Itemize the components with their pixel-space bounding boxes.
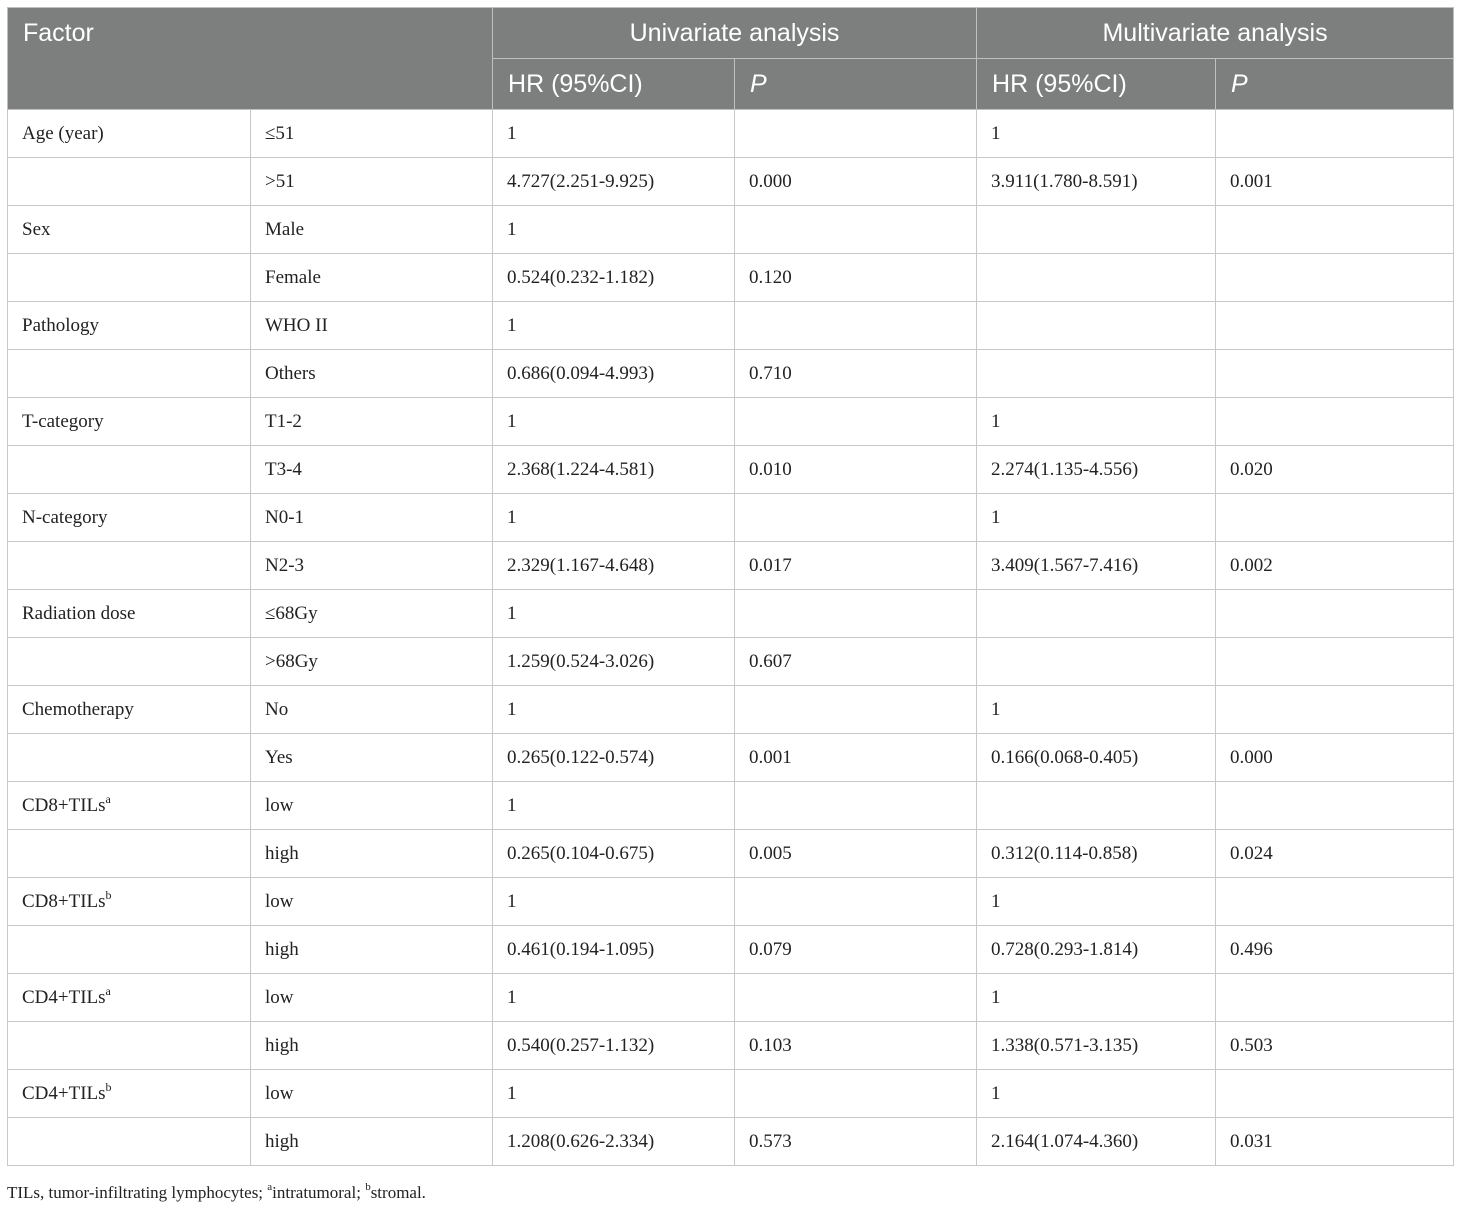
multivariate-p-header: P	[1216, 59, 1454, 110]
level-cell-text: high	[265, 938, 299, 960]
multivariate-hr-cell-text: 2.164(1.074-4.360)	[991, 1130, 1139, 1152]
univariate-p-cell	[735, 110, 977, 158]
multivariate-hr-cell	[977, 494, 1216, 542]
univariate-p-cell-text: 0.573	[749, 1130, 792, 1152]
factor-cell	[8, 830, 251, 878]
factor-cell	[8, 350, 251, 398]
univariate-hr-cell	[493, 1022, 735, 1070]
univariate-hr-cell	[493, 302, 735, 350]
table-row	[8, 926, 1454, 974]
level-cell-text: Female	[265, 266, 321, 288]
level-cell-text: low	[265, 1082, 294, 1104]
multivariate-p-cell	[1216, 110, 1454, 158]
level-cell	[251, 926, 493, 974]
factor-cell	[8, 158, 251, 206]
multivariate-hr-cell	[977, 446, 1216, 494]
level-cell	[251, 494, 493, 542]
footnote-marker: b	[105, 887, 112, 902]
factor-cell	[8, 302, 251, 350]
univariate-hr-cell-text: 1	[507, 218, 517, 240]
univariate-p-cell-text: 0.000	[749, 170, 792, 192]
univariate-hr-cell-text: 0.686(0.094-4.993)	[507, 362, 655, 384]
table-row	[8, 974, 1454, 1022]
univariate-p-cell-text: 0.010	[749, 458, 792, 480]
hazard-ratio-table	[7, 7, 1454, 1166]
level-cell	[251, 158, 493, 206]
univariate-p-cell	[735, 1022, 977, 1070]
level-cell	[251, 350, 493, 398]
factor-cell	[8, 254, 251, 302]
level-cell	[251, 1022, 493, 1070]
univariate-p-cell	[735, 206, 977, 254]
table-row	[8, 1022, 1454, 1070]
footnote-marker: a	[105, 983, 111, 998]
factor-cell	[8, 1022, 251, 1070]
level-cell-text: high	[265, 1130, 299, 1152]
footnote-text-3: stromal.	[370, 1183, 426, 1202]
univariate-hr-cell-text: 0.265(0.122-0.574)	[507, 746, 655, 768]
level-cell-text: No	[265, 698, 289, 720]
univariate-hr-cell	[493, 494, 735, 542]
univariate-p-cell	[735, 734, 977, 782]
level-cell-text: high	[265, 1034, 299, 1056]
table-row	[8, 206, 1454, 254]
univariate-p-cell	[735, 830, 977, 878]
factor-cell	[8, 686, 251, 734]
univariate-hr-cell-text: 0.461(0.194-1.095)	[507, 938, 655, 960]
univariate-hr-cell-text: 1	[507, 314, 517, 336]
level-cell-text: Yes	[265, 746, 293, 768]
table-row	[8, 590, 1454, 638]
univariate-hr-cell	[493, 446, 735, 494]
univariate-p-cell	[735, 974, 977, 1022]
multivariate-p-cell	[1216, 1070, 1454, 1118]
level-cell	[251, 782, 493, 830]
factor-cell	[8, 974, 251, 1022]
univariate-hr-cell-text: 1	[507, 890, 517, 912]
factor-cell	[8, 1070, 251, 1118]
factor-cell-text: Pathology	[22, 314, 100, 336]
multivariate-p-cell	[1216, 734, 1454, 782]
factor-cell-text: N-category	[22, 506, 108, 528]
univariate-hr-cell	[493, 350, 735, 398]
level-cell	[251, 110, 493, 158]
univariate-p-cell	[735, 398, 977, 446]
univariate-hr-cell-text: 1	[507, 794, 517, 816]
factor-cell	[8, 590, 251, 638]
univariate-hr-cell	[493, 974, 735, 1022]
multivariate-hr-cell	[977, 542, 1216, 590]
univariate-hr-cell-text: 1	[507, 698, 517, 720]
univariate-p-cell-text: 0.710	[749, 362, 792, 384]
multivariate-p-cell-text: 0.000	[1230, 746, 1273, 768]
univariate-hr-cell	[493, 254, 735, 302]
footnote-marker: a	[105, 791, 111, 806]
level-cell-text: T3-4	[265, 458, 302, 480]
table-row	[8, 878, 1454, 926]
footnote-text-2: intratumoral;	[272, 1183, 366, 1202]
factor-cell	[8, 446, 251, 494]
univariate-p-cell	[735, 1070, 977, 1118]
factor-cell	[8, 782, 251, 830]
multivariate-hr-cell-text: 1	[991, 410, 1001, 432]
univariate-hr-cell	[493, 686, 735, 734]
table-row	[8, 446, 1454, 494]
multivariate-p-cell	[1216, 302, 1454, 350]
factor-cell-text: Chemotherapy	[22, 698, 134, 720]
univariate-hr-cell	[493, 878, 735, 926]
univariate-p-cell	[735, 542, 977, 590]
univariate-hr-cell-text: 1	[507, 506, 517, 528]
univariate-hr-header: HR (95%CI)	[493, 59, 735, 110]
univariate-p-cell	[735, 446, 977, 494]
univariate-p-cell-text: 0.079	[749, 938, 792, 960]
univariate-hr-cell	[493, 206, 735, 254]
univariate-p-cell	[735, 638, 977, 686]
level-cell-text: high	[265, 842, 299, 864]
univariate-header: Univariate analysis	[493, 8, 977, 59]
multivariate-p-cell	[1216, 878, 1454, 926]
factor-cell-text: CD8+TILs	[22, 794, 106, 816]
univariate-hr-cell-text: 1	[507, 1082, 517, 1104]
univariate-hr-cell	[493, 638, 735, 686]
factor-cell-text: CD4+TILs	[22, 986, 106, 1008]
multivariate-p-cell	[1216, 782, 1454, 830]
factor-cell	[8, 878, 251, 926]
multivariate-hr-cell	[977, 638, 1216, 686]
multivariate-hr-cell	[977, 782, 1216, 830]
table-row	[8, 830, 1454, 878]
univariate-p-cell-text: 0.607	[749, 650, 792, 672]
table-row	[8, 782, 1454, 830]
univariate-hr-cell	[493, 830, 735, 878]
level-cell	[251, 302, 493, 350]
univariate-hr-cell-text: 1	[507, 986, 517, 1008]
table-row	[8, 350, 1454, 398]
multivariate-p-cell	[1216, 974, 1454, 1022]
multivariate-hr-cell-text: 3.409(1.567-7.416)	[991, 554, 1139, 576]
table-row	[8, 494, 1454, 542]
univariate-p-cell	[735, 686, 977, 734]
multivariate-hr-cell	[977, 158, 1216, 206]
multivariate-hr-cell	[977, 254, 1216, 302]
level-cell	[251, 1070, 493, 1118]
multivariate-p-cell	[1216, 254, 1454, 302]
multivariate-hr-cell	[977, 398, 1216, 446]
level-cell	[251, 446, 493, 494]
univariate-p-cell	[735, 350, 977, 398]
univariate-p-cell	[735, 1118, 977, 1166]
univariate-hr-cell	[493, 1118, 735, 1166]
univariate-hr-cell-text: 1	[507, 602, 517, 624]
univariate-p-cell	[735, 158, 977, 206]
univariate-p-cell	[735, 590, 977, 638]
factor-cell	[8, 638, 251, 686]
multivariate-p-cell	[1216, 350, 1454, 398]
multivariate-p-cell	[1216, 542, 1454, 590]
factor-cell-text: T-category	[22, 410, 104, 432]
footnote-sup-b: b	[365, 1181, 371, 1193]
univariate-p-cell	[735, 782, 977, 830]
univariate-hr-cell-text: 2.329(1.167-4.648)	[507, 554, 655, 576]
level-cell	[251, 542, 493, 590]
level-cell	[251, 638, 493, 686]
table-body	[8, 110, 1454, 1166]
multivariate-p-cell	[1216, 1118, 1454, 1166]
multivariate-hr-cell	[977, 686, 1216, 734]
multivariate-hr-cell	[977, 590, 1216, 638]
level-cell	[251, 734, 493, 782]
multivariate-p-cell	[1216, 206, 1454, 254]
level-cell	[251, 686, 493, 734]
univariate-hr-cell	[493, 734, 735, 782]
factor-cell	[8, 494, 251, 542]
univariate-hr-cell	[493, 158, 735, 206]
factor-cell	[8, 542, 251, 590]
univariate-p-cell	[735, 926, 977, 974]
univariate-hr-cell	[493, 926, 735, 974]
level-cell	[251, 1118, 493, 1166]
univariate-hr-cell	[493, 590, 735, 638]
header-row-1	[8, 8, 1454, 59]
multivariate-p-cell-text: 0.002	[1230, 554, 1273, 576]
univariate-p-cell-text: 0.120	[749, 266, 792, 288]
multivariate-hr-cell	[977, 926, 1216, 974]
table-row	[8, 398, 1454, 446]
multivariate-hr-cell-text: 0.312(0.114-0.858)	[991, 842, 1138, 864]
level-cell-text: low	[265, 986, 294, 1008]
table-row	[8, 158, 1454, 206]
multivariate-header: Multivariate analysis	[977, 8, 1454, 59]
table-header	[8, 8, 1454, 110]
level-cell-text: Others	[265, 362, 316, 384]
multivariate-hr-cell-text: 1	[991, 890, 1001, 912]
level-cell	[251, 878, 493, 926]
univariate-p-cell	[735, 878, 977, 926]
level-cell-text: Male	[265, 218, 305, 240]
multivariate-hr-cell	[977, 734, 1216, 782]
multivariate-p-cell	[1216, 830, 1454, 878]
multivariate-hr-cell-text: 0.166(0.068-0.405)	[991, 746, 1139, 768]
factor-cell-text: Sex	[22, 218, 51, 240]
table-footnote	[7, 1183, 426, 1203]
univariate-hr-cell-text: 1.208(0.626-2.334)	[507, 1130, 655, 1152]
univariate-hr-cell-text: 1	[507, 410, 517, 432]
table-row	[8, 302, 1454, 350]
univariate-p-cell	[735, 494, 977, 542]
footnote-sup-a: a	[267, 1181, 273, 1193]
table-row	[8, 1070, 1454, 1118]
table-row	[8, 734, 1454, 782]
univariate-p-cell	[735, 254, 977, 302]
level-cell-text: WHO II	[265, 314, 328, 336]
univariate-p-header: P	[735, 59, 977, 110]
multivariate-p-cell	[1216, 446, 1454, 494]
univariate-hr-cell-text: 1.259(0.524-3.026)	[507, 650, 655, 672]
factor-cell	[8, 110, 251, 158]
univariate-hr-cell-text: 4.727(2.251-9.925)	[507, 170, 655, 192]
level-cell	[251, 974, 493, 1022]
multivariate-hr-cell-text: 1	[991, 506, 1001, 528]
table-row	[8, 638, 1454, 686]
multivariate-p-cell	[1216, 398, 1454, 446]
level-cell	[251, 206, 493, 254]
multivariate-p-cell	[1216, 494, 1454, 542]
level-cell-text: >68Gy	[265, 650, 318, 672]
multivariate-p-cell	[1216, 686, 1454, 734]
level-cell	[251, 590, 493, 638]
table-row	[8, 254, 1454, 302]
multivariate-hr-cell-text: 0.728(0.293-1.814)	[991, 938, 1139, 960]
multivariate-hr-cell	[977, 110, 1216, 158]
multivariate-hr-cell	[977, 302, 1216, 350]
level-cell-text: >51	[265, 170, 295, 192]
table-row	[8, 1118, 1454, 1166]
factor-header: Factor	[8, 8, 493, 110]
multivariate-p-cell-text: 0.001	[1230, 170, 1273, 192]
univariate-hr-cell-text: 2.368(1.224-4.581)	[507, 458, 655, 480]
level-cell-text: T1-2	[265, 410, 302, 432]
multivariate-hr-cell-text: 1	[991, 1082, 1001, 1104]
footnote-marker: b	[105, 1079, 112, 1094]
univariate-p-cell	[735, 302, 977, 350]
level-cell-text: N2-3	[265, 554, 305, 576]
multivariate-p-cell-text: 0.020	[1230, 458, 1273, 480]
level-cell-text: N0-1	[265, 506, 305, 528]
level-cell	[251, 254, 493, 302]
factor-cell	[8, 734, 251, 782]
multivariate-p-cell-text: 0.024	[1230, 842, 1273, 864]
level-cell	[251, 830, 493, 878]
multivariate-p-cell-text: 0.496	[1230, 938, 1273, 960]
multivariate-hr-cell	[977, 1022, 1216, 1070]
level-cell-text: low	[265, 890, 294, 912]
multivariate-hr-cell	[977, 974, 1216, 1022]
multivariate-hr-cell-text: 2.274(1.135-4.556)	[991, 458, 1139, 480]
multivariate-p-cell	[1216, 1022, 1454, 1070]
univariate-hr-cell	[493, 110, 735, 158]
univariate-p-cell-text: 0.001	[749, 746, 792, 768]
univariate-p-cell-text: 0.005	[749, 842, 792, 864]
factor-cell-text: CD8+TILs	[22, 890, 106, 912]
multivariate-p-cell	[1216, 158, 1454, 206]
multivariate-hr-header: HR (95%CI)	[977, 59, 1216, 110]
multivariate-hr-cell	[977, 1070, 1216, 1118]
factor-cell	[8, 206, 251, 254]
multivariate-hr-cell-text: 1	[991, 122, 1001, 144]
factor-cell	[8, 926, 251, 974]
multivariate-hr-cell-text: 1.338(0.571-3.135)	[991, 1034, 1139, 1056]
univariate-hr-cell-text: 0.265(0.104-0.675)	[507, 842, 655, 864]
table-row	[8, 110, 1454, 158]
univariate-hr-cell-text: 1	[507, 122, 517, 144]
factor-cell-text: CD4+TILs	[22, 1082, 106, 1104]
hazard-ratio-table-container	[7, 7, 1453, 1166]
multivariate-hr-cell	[977, 206, 1216, 254]
table-row	[8, 542, 1454, 590]
univariate-hr-cell-text: 0.540(0.257-1.132)	[507, 1034, 655, 1056]
multivariate-p-cell	[1216, 590, 1454, 638]
multivariate-p-cell-text: 0.031	[1230, 1130, 1273, 1152]
level-cell-text: ≤51	[265, 122, 295, 144]
multivariate-hr-cell	[977, 878, 1216, 926]
multivariate-hr-cell	[977, 830, 1216, 878]
univariate-hr-cell	[493, 542, 735, 590]
multivariate-hr-cell	[977, 350, 1216, 398]
multivariate-p-cell	[1216, 926, 1454, 974]
univariate-hr-cell	[493, 1070, 735, 1118]
factor-cell-text: Radiation dose	[22, 602, 136, 624]
univariate-hr-cell	[493, 782, 735, 830]
multivariate-hr-cell-text: 3.911(1.780-8.591)	[991, 170, 1138, 192]
univariate-hr-cell-text: 0.524(0.232-1.182)	[507, 266, 655, 288]
footnote-text-1: TILs, tumor-infiltrating lymphocytes;	[7, 1183, 268, 1202]
multivariate-p-cell	[1216, 638, 1454, 686]
level-cell	[251, 398, 493, 446]
multivariate-hr-cell-text: 1	[991, 698, 1001, 720]
factor-cell	[8, 398, 251, 446]
level-cell-text: ≤68Gy	[265, 602, 318, 624]
level-cell-text: low	[265, 794, 294, 816]
table-row	[8, 686, 1454, 734]
univariate-p-cell-text: 0.017	[749, 554, 792, 576]
factor-cell	[8, 1118, 251, 1166]
multivariate-hr-cell-text: 1	[991, 986, 1001, 1008]
multivariate-hr-cell	[977, 1118, 1216, 1166]
multivariate-p-cell-text: 0.503	[1230, 1034, 1273, 1056]
univariate-hr-cell	[493, 398, 735, 446]
factor-cell-text: Age (year)	[22, 122, 104, 144]
univariate-p-cell-text: 0.103	[749, 1034, 792, 1056]
